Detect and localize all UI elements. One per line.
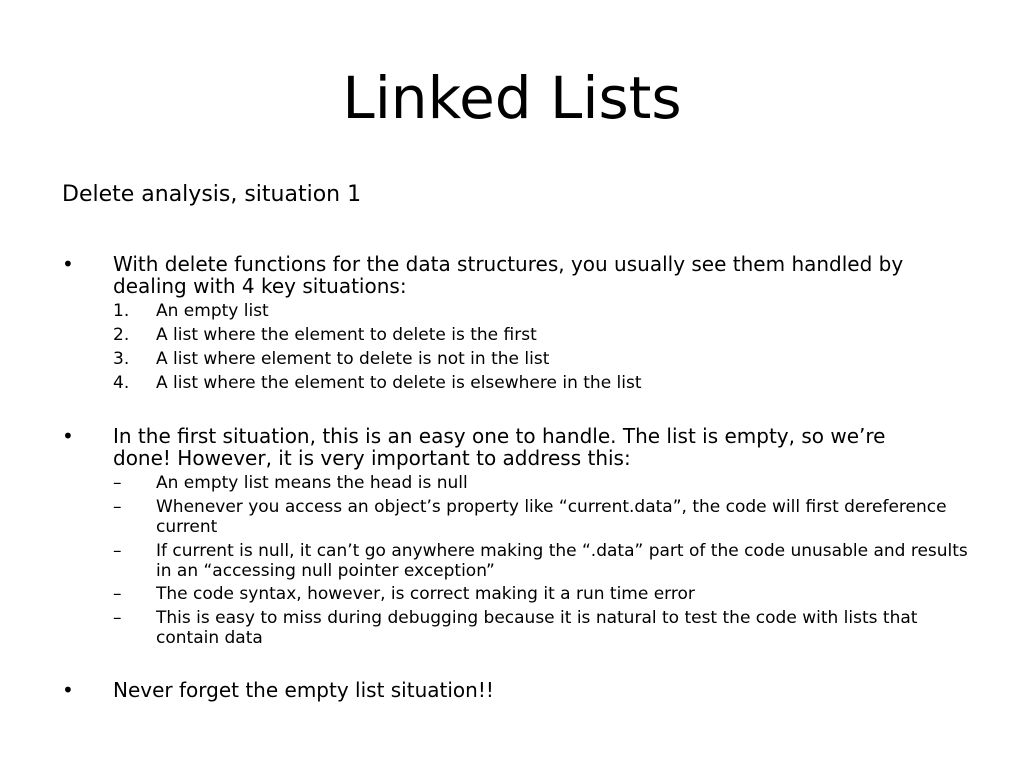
list-dash: – bbox=[113, 584, 122, 604]
list-item-text: An empty list bbox=[156, 301, 269, 321]
list-item-text: This is easy to miss during debugging because it is natural to test the code with lists that contain data bbox=[156, 608, 918, 648]
list-item-text: A list where the element to delete is elsewhere in the list bbox=[156, 373, 642, 393]
bullet-text: With delete functions for the data structures, you usually see them handled by dealing with 4 key situations: bbox=[113, 252, 904, 298]
list-item-text: If current is null, it can’t go anywhere making the “.data” part of the code unusable and results in an “accessing null pointer exception” bbox=[156, 541, 968, 581]
list-number: 3. bbox=[113, 349, 130, 369]
list-item-text: The code syntax, however, is correct making it a run time error bbox=[156, 584, 695, 604]
list-number: 4. bbox=[113, 373, 130, 393]
bullet-text: In the first situation, this is an easy one to handle. The list is empty, so we’re done! However, it is very important to address this: bbox=[113, 424, 886, 470]
bullet-marker: • bbox=[62, 252, 74, 276]
list-item-text: An empty list means the head is null bbox=[156, 473, 468, 493]
list-dash: – bbox=[113, 473, 122, 493]
bullet-marker: • bbox=[62, 424, 74, 448]
list-item-text: A list where element to delete is not in the list bbox=[156, 349, 550, 369]
list-dash: – bbox=[113, 541, 122, 561]
bullet-text: Never forget the empty list situation!! bbox=[113, 678, 494, 702]
bullet-marker: • bbox=[62, 678, 74, 702]
slide-subtitle: Delete analysis, situation 1 bbox=[62, 182, 362, 207]
list-dash: – bbox=[113, 608, 122, 628]
list-number: 2. bbox=[113, 325, 130, 345]
list-item-text: Whenever you access an object’s property like “current.data”, the code will first dereference current bbox=[156, 497, 947, 537]
list-item-text: A list where the element to delete is the first bbox=[156, 325, 537, 345]
list-number: 1. bbox=[113, 301, 130, 321]
list-dash: – bbox=[113, 497, 122, 517]
slide-title: Linked Lists bbox=[342, 64, 682, 132]
